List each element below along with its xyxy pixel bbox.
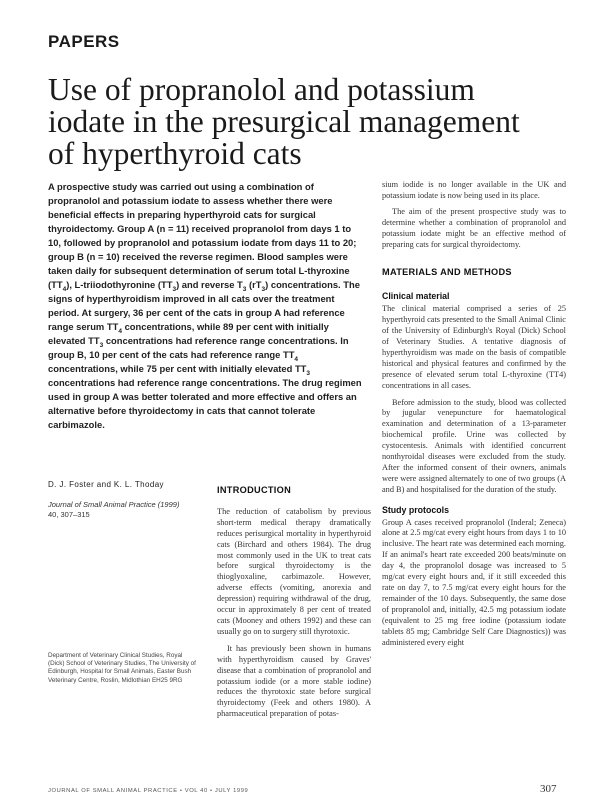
title-line: iodate in the presurgical management (48, 104, 520, 139)
body-paragraph: The aim of the present prospective study was to determine whether a combination of propranolol and potassium iodate might be an effective method of preparing cats for surgical thyroidectomy. (382, 206, 566, 249)
author-affiliation: Department of Veterinary Clinical Studies, Royal (Dick) School of Veterinary Studies, The University of Edinburgh, Hospital for Small Animals, Easter Bush Veterinary Centre, Roslin, Midlothian EH25 9RG (48, 652, 196, 684)
abstract-text: concentrations, while 89 per cent with initially elevated TT (48, 321, 329, 346)
introduction-paragraph: It has previously been shown in humans with hyperthyroidism caused by Graves' disease that a combination of propranolol and potassium iodide (or a more stable iodine) reduces the thyrotoxic state before surgical thyroidectomy (Feek and others 1980). A pharmaceutical preparation of potas- (217, 643, 371, 719)
introduction-paragraph: The reduction of catabolism by previous short-term medical therapy dramatically reduces perisurgical mortality in hyperthyroid cats (Birchard and others 1984). The drug most commonly used in the UK to treat cats before surgical thyroidectomy is the thioglyoxaline, carbimazole. However, adverse effects (vomiting, anorexia and depression) requiring withdrawal of the drug, occur in approximately 8 per cent of treated cats (Mooney and others 1992) and these can usually go on to surgery still thyrotoxic. (217, 506, 371, 636)
subscript: 3 (261, 285, 266, 293)
title-line: Use of propranolol and potassium (48, 72, 475, 107)
journal-footer: JOURNAL OF SMALL ANIMAL PRACTICE • VOL 40 • JULY 1999 (48, 788, 249, 794)
subscript: 3 (99, 341, 104, 349)
abstract-text: (rT (246, 279, 262, 290)
subscript: 3 (242, 285, 247, 293)
body-paragraph: Group A cases received propranolol (Inderal; Zeneca) alone at 2.5 mg/cat every eight hours from days 1 to 10 inclusive. The heart rate was determined each morning. If an animal's heart rate exceeded 200 beats/minute on day 4, the propranolol dosage was increased to 5 mg/cat every eight hours and, if it still exceeded this rate on day 7, to 7.5 mg/cat every eight hours for the remainder of the 10 days. Subsequently, the same dose of propranolol and, initially, 42.5 mg potassium iodate (equivalent to 25 mg free iodine (potassium iodate tablets 85 mg; Cambridge Self Care Diagnostics)) was administered every eight (382, 517, 566, 647)
subscript: 4 (294, 355, 299, 363)
section-label: PAPERS (48, 32, 120, 51)
abstract-text: ) concentrations. The signs of hyperthyroidism improved in all cats over the treatment period. At surgery, 36 per cent of the cats in group A had reference range serum TT (48, 279, 360, 332)
subscript: 3 (306, 369, 311, 377)
abstract-text: A prospective study was carried out using a combination of propranolol and potassium iodate to assess whether there were beneficial effects in preparing hyperthyroid cats for surgical thyroidectomy. Group A (n = 11) received propranolol from days 1 to 10, followed by propranolol and potassium iodate from days 11 to 20; group B (n = 10) received the reverse regimen. Blood samples were taken daily for subsequent determination of serum total L-thyroxine (TT (48, 181, 357, 290)
page-number: 307 (540, 783, 557, 795)
right-column (382, 180, 566, 648)
title-line: of hyperthyroid cats (48, 136, 302, 171)
subscript: 4 (62, 285, 67, 293)
body-paragraph: sium iodide is no longer available in the UK and potassium iodate is now being used in its place. (382, 180, 566, 200)
abstract-text: concentrations had reference range concentrations. The drug regimen used in group A was better tolerated and more effective and offers an alternative before thyroidectomy in cats that cannot tolerate carbimazole. (48, 377, 362, 430)
abstract-text: concentrations had reference range concentrations. In group B, 10 per cent of the cats had reference range TT (48, 335, 349, 360)
clinical-material-heading: Clinical material (382, 291, 450, 302)
article-title (48, 74, 568, 170)
abstract-text: ), L-triiodothyronine (TT (66, 279, 173, 290)
body-paragraph: Before admission to the study, blood was collected by jugular venepuncture for haematological examination and determination of a 13-parameter biochemical profile. Urine was collected by cystocentesis. Animals with identified concurrent nonthyroidal diseases were excluded from the study. After the informed consent of their owners, animals were were assigned alternately to one of two groups (A and B) and hospitalised for the duration of the study. (382, 397, 566, 494)
journal-name: Journal of Small Animal Practice (1999) (48, 500, 180, 509)
citation-ref: 40, 307–315 (48, 510, 90, 519)
citation (48, 500, 208, 520)
study-protocols-heading: Study protocols (382, 504, 449, 515)
subscript: 3 (172, 285, 177, 293)
introduction-column (217, 485, 371, 720)
abstract-text: ) and reverse T (176, 279, 243, 290)
abstract-text: concentrations, while 75 per cent with initially elevated TT (48, 363, 307, 374)
methods-heading: MATERIALS AND METHODS (382, 267, 512, 278)
introduction-heading: INTRODUCTION (217, 485, 292, 495)
subscript: 4 (118, 327, 122, 335)
abstract (48, 180, 366, 432)
body-paragraph: The clinical material comprised a series of 25 hyperthyroid cats presented to the Small Animal Clinic of the University of Edinburgh's Royal (Dick) School of Veterinary Studies. A tentative diagnosis of hyperthyroidism was made on the basis of compatible historical and physical features and confirmed by the presence of elevated serum total L-thyroxine (TT4) concentrations in all cases. (382, 304, 566, 390)
authors: D. J. Foster and K. L. Thoday (48, 480, 164, 489)
